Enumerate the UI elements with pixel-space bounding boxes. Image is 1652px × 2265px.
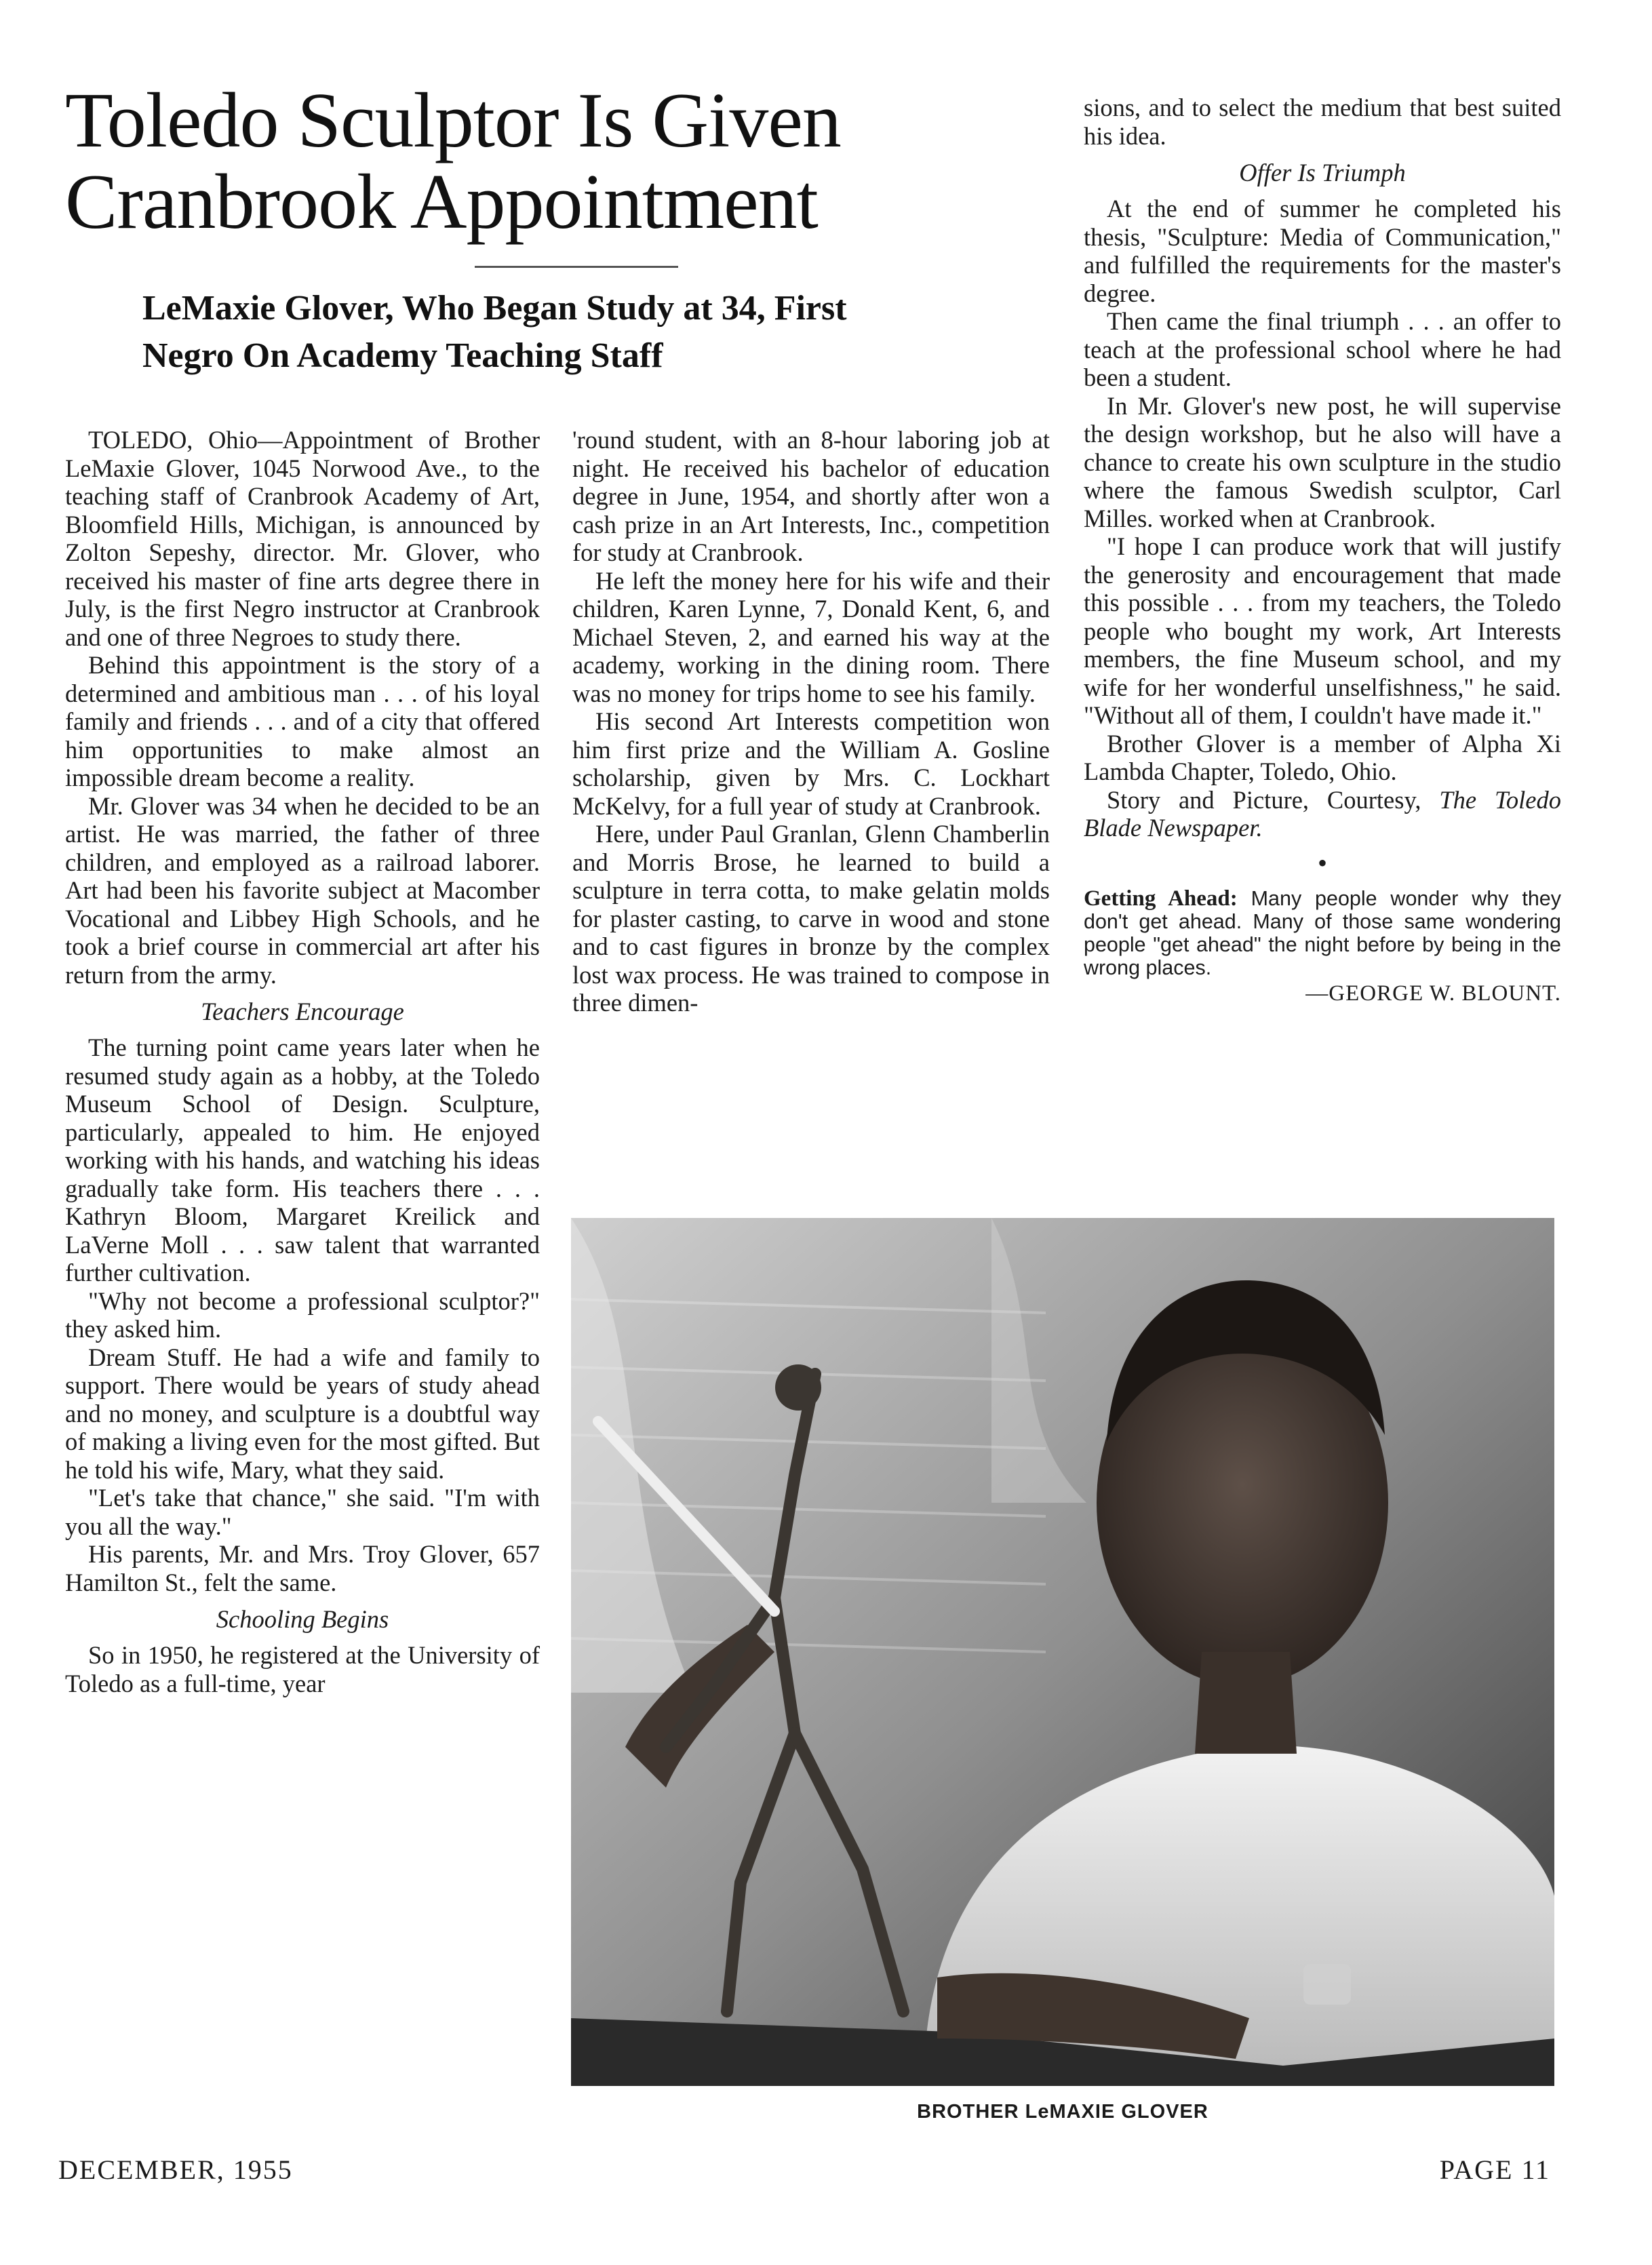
credit-prefix: Story and Picture, Courtesy,: [1107, 785, 1421, 814]
credit-source: The Toledo Blade Newspaper.: [1084, 785, 1562, 842]
section-subhead: Offer Is Triumph: [1239, 159, 1406, 186]
paragraph: "I hope I can produce work that will justify the generosity and encouragement that made this possible . . . from my teachers, the Toledo people who bought my work, Art Interests members, the fine Museum school, and my wife for her wonderful unselfishness," he said. "Without all of them, I couldn't have made it.": [1084, 532, 1561, 729]
headline: Toledo Sculptor Is Given Cranbrook Appointment: [65, 77, 841, 245]
quote-text: Many people wonder why they don't get ahead. Many of those same wondering people "get ahead" the night before by being in the wrong places.: [1084, 886, 1561, 979]
sculptor-photo: [571, 1218, 1554, 2086]
paragraph: Dream Stuff. He had a wife and family to support. There would be years of study ahead and no money, and sculpture is a doubtful way of making a living even for the most gifted. But he told his wife, Mary, what they said.: [65, 1343, 540, 1484]
paragraph: "Let's take that chance," she said. "I'm with you all the way.": [65, 1484, 540, 1540]
article-column-2: [572, 426, 1050, 1017]
headline-divider: [475, 266, 678, 268]
footer-date: DECEMBER, 1955: [58, 2154, 293, 2185]
paragraph: At the end of summer he completed his thesis, "Sculpture: Media of Communication," and fulfilled the requirements for the master's degree.: [1084, 195, 1561, 307]
paragraph: 'round student, with an 8-hour laboring job at night. He received his bachelor of education degree in June, 1954, and shortly after won a cash prize in an Art Interests, Inc., competition for study at Cranbrook.: [572, 426, 1050, 566]
paragraph: His second Art Interests competition won him first prize and the William A. Gosline scholarship, given by Mrs. C. Lockhart McKelvy, for a full year of study at Cranbrook.: [572, 707, 1050, 820]
paragraph: "Why not become a professional sculptor?" they asked him.: [65, 1286, 540, 1343]
paragraph: Then came the final triumph . . . an offer to teach at the professional school where he had been a student.: [1084, 307, 1561, 391]
paragraph: sions, and to select the medium that best suited his idea.: [1084, 94, 1561, 150]
paragraph: Mr. Glover was 34 when he decided to be an artist. He was married, the father of three children, and employed as a railroad laborer. Art had been his favorite subject at Macomber Vocational and Libbey High Schools, and he took a brief course in commercial art after his return from the army.: [65, 791, 540, 989]
quote-box: [1084, 887, 1561, 1005]
paragraph: His parents, Mr. and Mrs. Troy Glover, 657 Hamilton St., felt the same.: [65, 1540, 540, 1596]
section-subhead: Teachers Encourage: [201, 998, 404, 1025]
article-column-1: [65, 426, 540, 1697]
paragraph: TOLEDO, Ohio—Appointment of Brother LeMaxie Glover, 1045 Norwood Ave., to the teaching staff of Cranbrook Academy of Art, Bloomfield Hills, Michigan, is announced by Zolton Sepeshy, director. Mr. Glover, who received his master of fine arts degree there in July, is the first Negro instructor at Cranbrook and one of three Negroes to study there.: [65, 426, 540, 651]
paragraph: Here, under Paul Granlan, Glenn Chamberlin and Morris Brose, he learned to build a sculpture in terra cotta, to make gelatin molds for plaster casting, to carve in wood and stone and to cast figures in bronze by the complex lost wax process. He was trained to compose in three dimen-: [572, 820, 1050, 1017]
photo-caption: BROTHER LeMAXIE GLOVER: [917, 2101, 1208, 2123]
quote-label: Getting Ahead:: [1084, 886, 1238, 911]
footer-page-number: PAGE 11: [1439, 2154, 1550, 2185]
paragraph: Brother Glover is a member of Alpha Xi Lambda Chapter, Toledo, Ohio.: [1084, 729, 1561, 785]
quote-author: —GEORGE W. BLOUNT.: [1305, 981, 1561, 1006]
article-column-3: [1084, 94, 1561, 1005]
photo-illustration: [571, 1218, 1554, 2086]
credit-line: [1084, 786, 1561, 842]
paragraph: In Mr. Glover's new post, he will supervise the design workshop, but he also will have a chance to create his own sculpture in the studio where the famous Swedish sculptor, Carl Milles. worked when at Cranbrook.: [1084, 391, 1561, 532]
subheadline: LeMaxie Glover, Who Began Study at 34, First Negro On Academy Teaching Staff: [142, 289, 847, 375]
paragraph: So in 1950, he registered at the University of Toledo as a full-time, year: [65, 1641, 540, 1697]
paragraph: He left the money here for his wife and their children, Karen Lynne, 7, Donald Kent, 6, and Michael Steven, 2, and earned his way at the academy, working in the dining room. There was no money for trips home to see his family.: [572, 566, 1050, 707]
paragraph: Behind this appointment is the story of a determined and ambitious man . . . of his loyal family and friends . . . and of a city that offered him opportunities to make almost an impossible dream become a reality.: [65, 651, 540, 791]
section-subhead: Schooling Begins: [216, 1605, 389, 1633]
paragraph: The turning point came years later when he resumed study again as a hobby, at the Toledo Museum School of Design. Sculpture, particularly, appealed to him. He enjoyed working with his hands, and watching his ideas gradually take form. His teachers there . . . Kathryn Bloom, Margaret Kreilick and LaVerne Moll . . . saw talent that warranted further cultivation.: [65, 1033, 540, 1286]
bullet-separator: •: [1317, 847, 1327, 878]
